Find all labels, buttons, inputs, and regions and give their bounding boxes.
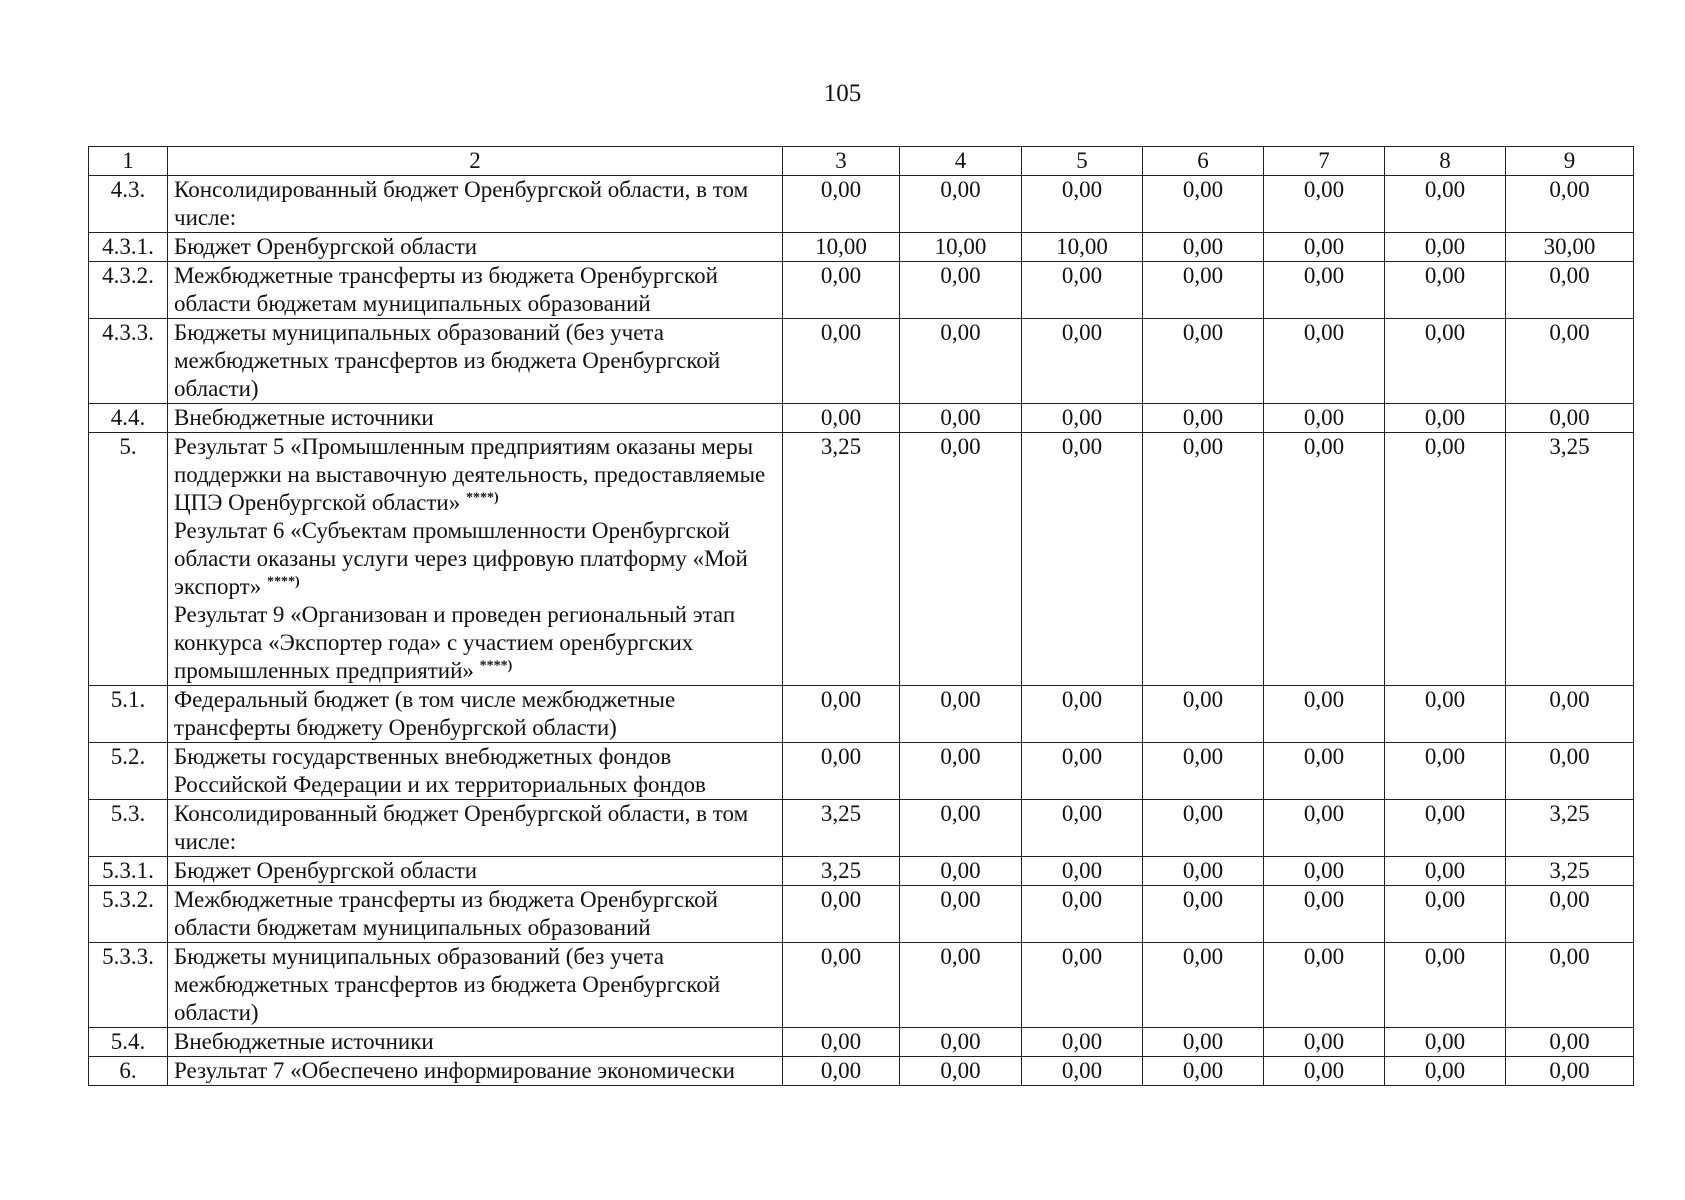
value-cell: 0,00 [1022, 686, 1143, 743]
value-cell: 0,00 [1143, 686, 1264, 743]
value-cell: 0,00 [1264, 176, 1385, 233]
table-row [89, 1057, 1634, 1086]
value-cell: 0,00 [1385, 1028, 1506, 1057]
value-cell: 0,00 [1143, 433, 1264, 686]
value-cell: 0,00 [783, 686, 900, 743]
value-cell: 0,00 [1022, 176, 1143, 233]
header-row [89, 147, 1634, 176]
value-cell: 0,00 [783, 943, 900, 1028]
value-cell: 0,00 [1022, 886, 1143, 943]
value-cell: 0,00 [1264, 800, 1385, 857]
value-cell: 0,00 [1385, 262, 1506, 319]
page-number: 105 [823, 80, 862, 107]
value-cell: 0,00 [1143, 743, 1264, 800]
value-cell: 0,00 [1264, 433, 1385, 686]
row-description [168, 1028, 783, 1057]
table-row [89, 1028, 1634, 1057]
value-cell: 0,00 [1143, 943, 1264, 1028]
value-cell: 0,00 [1264, 886, 1385, 943]
row-description [168, 686, 783, 743]
value-cell: 30,00 [1506, 233, 1634, 262]
value-cell: 0,00 [1022, 262, 1143, 319]
value-cell: 0,00 [1022, 800, 1143, 857]
row-description [168, 743, 783, 800]
table-row [89, 857, 1634, 886]
table-row [89, 686, 1634, 743]
table-row [89, 233, 1634, 262]
description-text-content: Результат 9 «Организован и проведен региональный этап конкурса «Экспортер года» с участием оренбургских промышленных предприятий» [174, 602, 736, 683]
header-cell: 8 [1385, 147, 1506, 176]
description-text-content: Бюджеты муниципальных образований (без учета межбюджетных трансфертов из бюджета Оренбургской области) [174, 320, 721, 401]
description-text-content: Консолидированный бюджет Оренбургской области, в том числе: [174, 801, 749, 854]
value-cell: 0,00 [900, 1028, 1022, 1057]
description-text [174, 743, 776, 799]
value-cell: 0,00 [1143, 233, 1264, 262]
description-text [174, 943, 776, 1027]
value-cell: 0,00 [1506, 943, 1634, 1028]
row-number: 6. [89, 1057, 168, 1086]
value-cell: 0,00 [1143, 1057, 1264, 1086]
table-row [89, 262, 1634, 319]
value-cell: 0,00 [900, 886, 1022, 943]
value-cell: 0,00 [1385, 404, 1506, 433]
value-cell: 0,00 [1143, 404, 1264, 433]
value-cell: 0,00 [1385, 319, 1506, 404]
budget-table [88, 146, 1634, 1086]
table-row [89, 176, 1634, 233]
value-cell: 0,00 [1143, 1028, 1264, 1057]
value-cell: 0,00 [1506, 404, 1634, 433]
value-cell: 10,00 [783, 233, 900, 262]
value-cell: 0,00 [1385, 886, 1506, 943]
value-cell: 0,00 [1022, 743, 1143, 800]
description-text [174, 601, 776, 685]
value-cell: 0,00 [1143, 319, 1264, 404]
value-cell: 0,00 [1385, 800, 1506, 857]
table-row [89, 943, 1634, 1028]
row-number: 5. [89, 433, 168, 686]
table-row [89, 743, 1634, 800]
value-cell: 0,00 [1506, 319, 1634, 404]
value-cell: 0,00 [900, 943, 1022, 1028]
row-number: 5.1. [89, 686, 168, 743]
header-cell: 6 [1143, 147, 1264, 176]
value-cell: 0,00 [1264, 262, 1385, 319]
footnote-marker: ****) [479, 658, 513, 674]
value-cell: 0,00 [783, 262, 900, 319]
value-cell: 0,00 [1385, 176, 1506, 233]
table-row [89, 433, 1634, 686]
row-number: 5.4. [89, 1028, 168, 1057]
description-text [174, 886, 776, 942]
value-cell: 3,25 [783, 800, 900, 857]
value-cell: 0,00 [1385, 943, 1506, 1028]
row-description [168, 176, 783, 233]
value-cell: 10,00 [1022, 233, 1143, 262]
row-number: 4.4. [89, 404, 168, 433]
value-cell: 0,00 [1506, 1057, 1634, 1086]
value-cell: 0,00 [1506, 176, 1634, 233]
value-cell: 0,00 [783, 1028, 900, 1057]
value-cell: 0,00 [1264, 1028, 1385, 1057]
value-cell: 3,25 [783, 857, 900, 886]
value-cell: 0,00 [900, 743, 1022, 800]
value-cell: 0,00 [1143, 857, 1264, 886]
description-text [174, 319, 776, 403]
value-cell: 0,00 [900, 686, 1022, 743]
description-text [174, 857, 776, 885]
table-row [89, 319, 1634, 404]
table-row [89, 800, 1634, 857]
description-text-content: Межбюджетные трансферты из бюджета Оренбургской области бюджетам муниципальных образований [174, 887, 718, 940]
value-cell: 0,00 [1143, 800, 1264, 857]
value-cell: 0,00 [783, 404, 900, 433]
value-cell: 0,00 [1022, 1028, 1143, 1057]
value-cell: 0,00 [1506, 886, 1634, 943]
description-text-content: Бюджеты муниципальных образований (без учета межбюджетных трансфертов из бюджета Оренбургской области) [174, 944, 721, 1025]
description-text [174, 233, 776, 261]
value-cell: 0,00 [1143, 176, 1264, 233]
value-cell: 0,00 [1264, 857, 1385, 886]
description-text [174, 262, 776, 318]
description-text-content: Бюджет Оренбургской области [174, 858, 478, 883]
row-description [168, 433, 783, 686]
description-text [174, 404, 776, 432]
row-number: 5.3.1. [89, 857, 168, 886]
row-number: 4.3.2. [89, 262, 168, 319]
value-cell: 0,00 [900, 800, 1022, 857]
value-cell: 0,00 [783, 176, 900, 233]
row-number: 5.3.2. [89, 886, 168, 943]
description-text [174, 1057, 776, 1085]
description-text [174, 433, 776, 517]
value-cell: 3,25 [1506, 433, 1634, 686]
row-number: 5.3. [89, 800, 168, 857]
row-number: 5.2. [89, 743, 168, 800]
description-text-content: Результат 7 «Обеспечено информирование экономически [174, 1058, 735, 1083]
value-cell: 3,25 [1506, 800, 1634, 857]
footnote-marker: ****) [267, 574, 300, 590]
value-cell: 0,00 [1506, 743, 1634, 800]
description-text-content: Бюджеты государственных внебюджетных фондов Российской Федерации и их территориальных фондов [174, 744, 706, 797]
row-description [168, 886, 783, 943]
header-cell: 4 [900, 147, 1022, 176]
value-cell: 0,00 [1264, 404, 1385, 433]
value-cell: 3,25 [783, 433, 900, 686]
value-cell: 0,00 [1022, 319, 1143, 404]
value-cell: 0,00 [1022, 857, 1143, 886]
value-cell: 0,00 [1385, 1057, 1506, 1086]
description-text-content: Бюджет Оренбургской области [174, 234, 478, 259]
value-cell: 0,00 [900, 319, 1022, 404]
value-cell: 0,00 [1022, 433, 1143, 686]
value-cell: 0,00 [1264, 743, 1385, 800]
row-number: 4.3. [89, 176, 168, 233]
header-cell: 3 [783, 147, 900, 176]
value-cell: 0,00 [1022, 1057, 1143, 1086]
value-cell: 0,00 [783, 886, 900, 943]
row-description [168, 262, 783, 319]
value-cell: 0,00 [1022, 404, 1143, 433]
value-cell: 0,00 [1385, 743, 1506, 800]
value-cell: 0,00 [1264, 943, 1385, 1028]
description-text [174, 686, 776, 742]
description-text [174, 800, 776, 856]
value-cell: 0,00 [900, 1057, 1022, 1086]
value-cell: 0,00 [1506, 262, 1634, 319]
value-cell: 0,00 [900, 404, 1022, 433]
footnote-marker: ****) [465, 490, 499, 506]
value-cell: 3,25 [1506, 857, 1634, 886]
value-cell: 0,00 [900, 262, 1022, 319]
row-description [168, 1057, 783, 1086]
value-cell: 0,00 [1143, 262, 1264, 319]
value-cell: 0,00 [1022, 943, 1143, 1028]
description-text-content: Федеральный бюджет (в том числе межбюджетные трансферты бюджету Оренбургской области) [174, 687, 676, 740]
header-cell: 2 [168, 147, 783, 176]
value-cell: 0,00 [1143, 886, 1264, 943]
row-number: 4.3.3. [89, 319, 168, 404]
header-cell: 1 [89, 147, 168, 176]
header-cell: 9 [1506, 147, 1634, 176]
description-text-content: Внебюджетные источники [174, 1029, 434, 1054]
value-cell: 10,00 [900, 233, 1022, 262]
description-text-content: Результат 5 «Промышленным предприятиям оказаны меры поддержки на выставочную деятельность, предоставляемые ЦПЭ Оренбургской области» [174, 434, 766, 515]
table-row [89, 886, 1634, 943]
row-number: 5.3.3. [89, 943, 168, 1028]
value-cell: 0,00 [1506, 686, 1634, 743]
description-text-content: Внебюджетные источники [174, 405, 434, 430]
value-cell: 0,00 [1385, 433, 1506, 686]
row-description [168, 943, 783, 1028]
value-cell: 0,00 [1264, 319, 1385, 404]
value-cell: 0,00 [1385, 686, 1506, 743]
description-text-content: Результат 6 «Субъектам промышленности Оренбургской области оказаны услуги через цифровую платформу «Мой экспорт» [174, 518, 748, 599]
row-description [168, 233, 783, 262]
value-cell: 0,00 [1264, 233, 1385, 262]
value-cell: 0,00 [1385, 857, 1506, 886]
value-cell: 0,00 [900, 857, 1022, 886]
description-text-content: Консолидированный бюджет Оренбургской области, в том числе: [174, 177, 749, 230]
description-text [174, 517, 776, 601]
table-row [89, 404, 1634, 433]
value-cell: 0,00 [1506, 1028, 1634, 1057]
header-cell: 5 [1022, 147, 1143, 176]
description-text [174, 1028, 776, 1056]
value-cell: 0,00 [1264, 686, 1385, 743]
value-cell: 0,00 [783, 319, 900, 404]
value-cell: 0,00 [900, 433, 1022, 686]
row-description [168, 404, 783, 433]
row-description [168, 319, 783, 404]
description-text-content: Межбюджетные трансферты из бюджета Оренбургской области бюджетам муниципальных образований [174, 263, 718, 316]
row-description [168, 857, 783, 886]
header-cell: 7 [1264, 147, 1385, 176]
value-cell: 0,00 [1264, 1057, 1385, 1086]
value-cell: 0,00 [900, 176, 1022, 233]
description-text [174, 176, 776, 232]
row-number: 4.3.1. [89, 233, 168, 262]
row-description [168, 800, 783, 857]
value-cell: 0,00 [783, 1057, 900, 1086]
value-cell: 0,00 [1385, 233, 1506, 262]
value-cell: 0,00 [783, 743, 900, 800]
